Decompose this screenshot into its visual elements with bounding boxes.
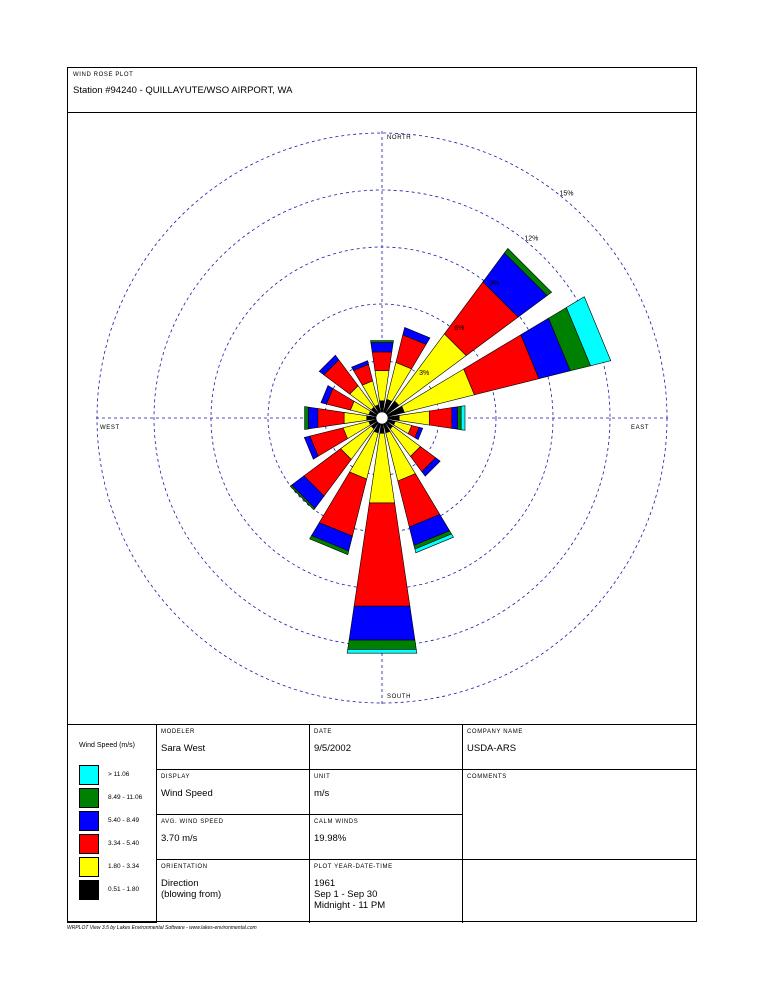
ring-label-12: 12% — [524, 235, 539, 243]
plot-type-label: WIND ROSE PLOT — [73, 72, 134, 78]
info-panel — [67, 724, 697, 922]
ring-label-3: 3% — [419, 370, 430, 378]
petal-N-class-5 — [371, 341, 394, 343]
calm-center — [376, 412, 388, 424]
petal-N-class-4 — [371, 343, 393, 352]
orientation-value — [161, 878, 221, 900]
unit-value: m/s — [314, 788, 330, 799]
petal-S-class-6 — [347, 650, 417, 654]
orientation-line-2: (blowing from) — [161, 889, 222, 900]
petal-E-class-2 — [399, 411, 429, 425]
legend-label-3: 5.40 - 8.49 — [108, 817, 140, 824]
ring-label-6: 6% — [454, 325, 465, 333]
petal-W-class-3 — [318, 409, 344, 428]
legend-swatch-3 — [79, 811, 99, 831]
plot-dates: Sep 1 - Sep 30 — [314, 889, 378, 900]
company-cell — [463, 725, 697, 770]
legend-title: Wind Speed (m/s) — [79, 742, 136, 749]
petal-W-class-2 — [344, 412, 367, 423]
orientation-label: ORIENTATION — [161, 864, 208, 870]
ring-label-9: 9% — [489, 280, 500, 288]
legend-swatch-1 — [79, 765, 99, 785]
plot-period-label: PLOT YEAR-DATE-TIME — [314, 864, 393, 870]
company-label: COMPANY NAME — [467, 729, 523, 735]
compass-label-north: NORTH — [387, 135, 412, 141]
avg-speed-label: AVG. WIND SPEED — [161, 819, 224, 825]
orientation-line-1: Direction — [161, 878, 199, 889]
petal-E-class-4 — [452, 407, 458, 429]
modeler-label: MODELER — [161, 729, 195, 735]
wind-rose-chart — [68, 113, 696, 723]
legend-swatch-2 — [79, 788, 99, 808]
petal-S-class-3 — [354, 503, 410, 606]
legend-label-6: 0.51 - 1.80 — [108, 886, 140, 893]
legend-swatch-5 — [79, 857, 99, 877]
calm-winds-value: 19.98% — [314, 833, 347, 844]
legend-swatch-4 — [79, 834, 99, 854]
software-credit: WRPLOT View 3.5 by Lakes Environmental Software - www.lakes-environmental.com — [67, 925, 257, 931]
petal-W-class-5 — [305, 407, 309, 430]
legend — [67, 725, 157, 923]
calm-winds-label: CALM WINDS — [314, 819, 359, 825]
comments-label: COMMENTS — [467, 774, 507, 780]
compass-label-east: EAST — [631, 425, 650, 431]
petal-E-class-3 — [429, 408, 452, 429]
compass-label-south: SOUTH — [387, 694, 411, 700]
modeler-value: Sara West — [161, 743, 206, 754]
legend-label-2: 8.49 - 11.06 — [108, 794, 143, 801]
petal-E-class-6 — [461, 406, 465, 431]
compass-label-west: WEST — [100, 425, 120, 431]
petal-N-class-3 — [372, 352, 392, 371]
plot-period-cell — [310, 860, 463, 923]
petal-E-class-5 — [458, 406, 462, 430]
comments-cell — [463, 770, 697, 860]
legend-label-1: > 11.06 — [108, 771, 130, 778]
unit-cell — [310, 770, 463, 815]
petal-S-class-4 — [349, 606, 415, 640]
date-value: 9/5/2002 — [314, 743, 351, 754]
unit-label: UNIT — [314, 774, 331, 780]
station-title: Station #94240 - QUILLAYUTE/WSO AIRPORT, WA — [73, 85, 293, 96]
plot-year: 1961 — [314, 878, 336, 889]
display-value: Wind Speed — [161, 788, 213, 799]
petal-N-class-2 — [375, 371, 389, 401]
avg-speed-value: 3.70 m/s — [161, 833, 198, 844]
legend-swatch-6 — [79, 880, 99, 900]
avg-speed-cell — [157, 815, 310, 860]
legend-label-5: 1.80 - 3.34 — [108, 863, 140, 870]
date-cell — [310, 725, 463, 770]
orientation-cell — [157, 860, 310, 923]
header — [67, 67, 697, 113]
date-label: DATE — [314, 729, 332, 735]
petal-S-class-5 — [348, 640, 417, 649]
display-label: DISPLAY — [161, 774, 191, 780]
legend-label-4: 3.34 - 5.40 — [108, 840, 140, 847]
petal-W-class-4 — [308, 407, 317, 429]
ring-label-15: 15% — [559, 190, 574, 198]
modeler-cell — [157, 725, 310, 770]
plot-period-value — [314, 878, 385, 911]
company-value: USDA-ARS — [467, 743, 517, 754]
plot-time: Midnight - 11 PM — [314, 900, 386, 911]
display-cell — [157, 770, 310, 815]
calm-winds-cell — [310, 815, 463, 860]
